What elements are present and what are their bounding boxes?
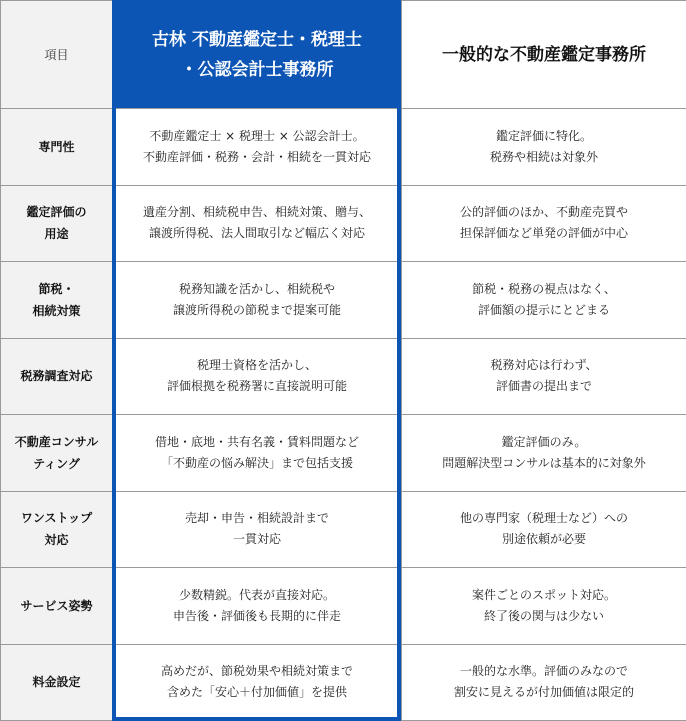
row-ours-cell: 借地・底地・共有名義・賃料問題など 「不動産の悩み解決」まで包括支援 xyxy=(113,415,402,492)
row-item-label: 節税・ 相続対策 xyxy=(1,262,113,339)
row-item-label: 専門性 xyxy=(1,109,113,186)
table-row xyxy=(1,415,686,492)
row-ours-cell: 税理士資格を活かし、 評価根拠を税務署に直接説明可能 xyxy=(113,338,402,415)
header-item: 項目 xyxy=(1,1,113,109)
row-other-cell: 他の専門家（税理士など）への 別途依頼が必要 xyxy=(402,491,686,568)
header-ours: 古林 不動産鑑定士・税理士 ・公認会計士事務所 xyxy=(113,1,402,109)
header-other: 一般的な不動産鑑定事務所 xyxy=(402,1,686,109)
row-other-cell: 鑑定評価のみ。 問題解決型コンサルは基本的に対象外 xyxy=(402,415,686,492)
row-item-label: サービス姿勢 xyxy=(1,568,113,645)
table-row xyxy=(1,644,686,721)
table-row xyxy=(1,338,686,415)
row-ours-cell: 不動産鑑定士 × 税理士 × 公認会計士。 不動産評価・税務・会計・相続を一貫対応 xyxy=(113,109,402,186)
table-row xyxy=(1,262,686,339)
table-row xyxy=(1,491,686,568)
header-row xyxy=(1,1,686,109)
row-other-cell: 税務対応は行わず、 評価書の提出まで xyxy=(402,338,686,415)
row-ours-cell: 売却・申告・相続設計まで 一貫対応 xyxy=(113,491,402,568)
table-row xyxy=(1,568,686,645)
row-other-cell: 鑑定評価に特化。 税務や相続は対象外 xyxy=(402,109,686,186)
row-item-label: 鑑定評価の 用途 xyxy=(1,185,113,262)
row-item-label: ワンストップ 対応 xyxy=(1,491,113,568)
row-ours-cell: 税務知識を活かし、相続税や 譲渡所得税の節税まで提案可能 xyxy=(113,262,402,339)
table-row xyxy=(1,109,686,186)
row-item-label: 税務調査対応 xyxy=(1,338,113,415)
row-other-cell: 節税・税務の視点はなく、 評価額の提示にとどまる xyxy=(402,262,686,339)
row-ours-cell: 少数精鋭。代表が直接対応。 申告後・評価後も長期的に伴走 xyxy=(113,568,402,645)
row-item-label: 料金設定 xyxy=(1,644,113,721)
row-other-cell: 公的評価のほか、不動産売買や 担保評価など単発の評価が中心 xyxy=(402,185,686,262)
row-ours-cell: 遺産分割、相続税申告、相続対策、贈与、 譲渡所得税、法人間取引など幅広く対応 xyxy=(113,185,402,262)
row-other-cell: 案件ごとのスポット対応。 終了後の関与は少ない xyxy=(402,568,686,645)
table-row xyxy=(1,185,686,262)
row-item-label: 不動産コンサル ティング xyxy=(1,415,113,492)
row-ours-cell: 高めだが、節税効果や相続対策まで 含めた「安心＋付加価値」を提供 xyxy=(113,644,402,721)
row-other-cell: 一般的な水準。評価のみなので 割安に見えるが付加価値は限定的 xyxy=(402,644,686,721)
